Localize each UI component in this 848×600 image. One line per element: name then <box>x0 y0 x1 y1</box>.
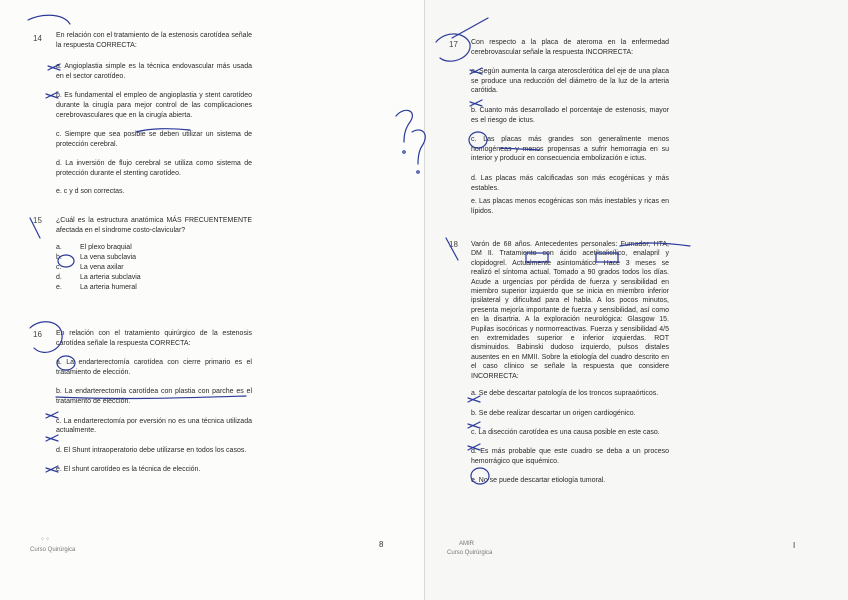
page-number: 8 <box>379 540 384 549</box>
answer-option[interactable]: b. Cuanto más desarrollado el porcentaje de estenosis, mayor es el riesgo de ictus. <box>471 106 669 124</box>
question-number: 14 <box>33 34 42 43</box>
question-number: 15 <box>33 216 42 225</box>
answer-option[interactable]: a. El plexo braquial <box>56 244 132 252</box>
page-number: I <box>793 541 796 550</box>
answer-option[interactable]: a. La endarterectomía carotídea con cierre primario es el tratamiento de elección. <box>56 359 252 376</box>
question-stem: Varón de 68 años. Antecedentes personales: Fumador, HTA, DM II. Tratamiento con ácido acetilsalicílico, enalapril y clopidogrel. Actualmente asintomático. Hace 3 meses se realizó el síntoma actual. Tomado a 90 grados todos los días. Acude a urgencias por pérdida de fuerza y sensibilidad en miembro superior izquierdo que se inicia en miembro inferior ipsilateral y dificultad para el habla. A los pocos minutos, presenta mejoría importante de fuerza y sensibilidad, así como en la disartria. A la exploración neurológica: Glasgow 15. Pupilas isocóricas y normorreactivas. Fuerza y sensibilidad 4/5 en extremidades superior e inferior izquierdas. ROT disminuidos. Babinski dudoso izquierdo, pulsos distales ausentes en en MMII. Sobre la etiología del cuadro descrito en el caso clínico se señale la respuesta que considere INCORRECTA: <box>471 241 669 380</box>
answer-option[interactable]: b. La endarterectomía carotídea con plastia con parche es el tratamiento de elección. <box>56 388 252 405</box>
answer-option[interactable]: b. Se debe realizar descartar un origen cardiogénico. <box>471 409 636 417</box>
right-page <box>424 0 848 600</box>
question-16 <box>56 329 252 475</box>
answer-option[interactable]: c. Siempre que sea posible se deben utilizar un sistema de protección cerebral. <box>56 131 252 148</box>
answer-option[interactable]: a. Según aumenta la carga aterosclerótica del eje de una placa se produce una reducción del diámetro de la luz de la arteria carótida. <box>471 68 669 95</box>
answer-option[interactable]: a. Angioplastia simple es la técnica endovascular más usada en el sector carotídeo. <box>56 63 252 80</box>
answer-option[interactable]: d. El Shunt intraoperatorio debe utilizarse en todos los casos. <box>56 446 247 454</box>
footer-logo: AMIR <box>459 541 474 547</box>
question-18 <box>471 240 669 486</box>
question-15 <box>56 216 252 293</box>
answer-option[interactable]: e. Las placas menos ecogénicas son más inestables y ricas en lípidos. <box>471 198 669 215</box>
answer-option[interactable]: d. La arteria subclavia <box>56 274 141 282</box>
answer-option[interactable]: c. La vena axilar <box>56 264 124 272</box>
answer-option[interactable]: c. La disección carotídea es una causa posible en este caso. <box>471 428 660 436</box>
answer-option[interactable]: b. La vena subclavia <box>56 254 137 262</box>
question-17 <box>471 38 669 216</box>
answer-option[interactable]: e. El shunt carotídeo es la técnica de elección. <box>56 466 201 474</box>
question-stem: En relación con el tratamiento quirúrgico de la estenosis carotídea señale la respuesta CORRECTA: <box>56 330 252 347</box>
question-stem: ¿Cuál es la estructura anatómica MÁS FRECUENTEMENTE afectada en el síndrome costo-clavicular? <box>56 217 252 234</box>
footer-logo: ⁘⁘ <box>40 537 51 543</box>
answer-option[interactable]: d. Las placas más calcificadas son más ecogénicas y más estables. <box>471 174 669 192</box>
footer-text: Curso Quirúrgica <box>447 550 493 556</box>
question-number: 18 <box>449 240 458 249</box>
question-stem: En relación con el tratamiento de la estenosis carotídea señale la respuesta CORRECTA: <box>56 32 252 49</box>
answer-option[interactable]: d. Es más probable que este cuadro se deba a un proceso hemorrágico que isquémico. <box>471 448 669 465</box>
question-stem: Con respecto a la placa de ateroma en la enfermedad cerebrovascular señale la respuesta INCORRECTA: <box>471 39 669 56</box>
question-number: 17 <box>449 40 458 49</box>
answer-list <box>56 243 252 293</box>
answer-option[interactable]: b. Es fundamental el empleo de angioplastia y stent carotídeo durante la cirugía para mejor control de las complicaciones cerebrovasculares que en la cirugía abierta. <box>56 92 252 119</box>
question-number: 16 <box>33 330 42 339</box>
answer-option[interactable]: e. c y d son correctas. <box>56 187 125 195</box>
answer-option[interactable]: e. No se puede descartar etiología tumoral. <box>471 477 606 485</box>
footer-text: Curso Quirúrgica <box>30 547 76 553</box>
answer-option[interactable]: e. La arteria humeral <box>56 284 137 292</box>
answer-option[interactable]: a. Se debe descartar patología de los troncos supraaórticos. <box>471 390 659 398</box>
answer-option[interactable]: c. La endarterectomía por eversión no es una técnica utilizada actualmente. <box>56 417 252 435</box>
answer-option[interactable]: d. La inversión de flujo cerebral se utiliza como sistema de protección durante el stenting carotídeo. <box>56 160 252 177</box>
answer-option[interactable]: c. Las placas más grandes son generalmente menos homogéneas y menos propensas a sufrir hemorragia en su interior y producir en consecuencia embolización e ictus. <box>471 136 669 163</box>
question-14 <box>56 31 252 196</box>
